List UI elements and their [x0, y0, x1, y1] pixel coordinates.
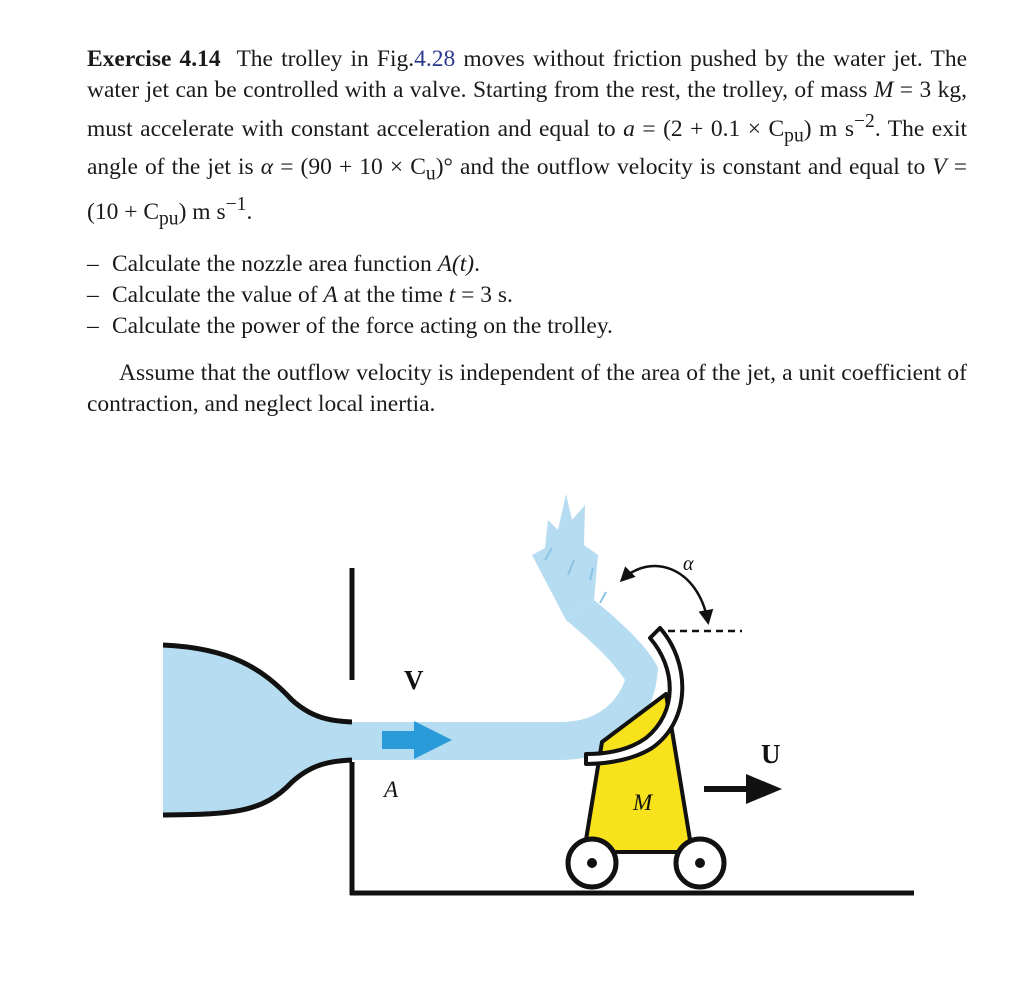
label-alpha: α [683, 553, 694, 575]
velocity-subscript: pu [159, 208, 179, 230]
left-wheel [568, 839, 616, 887]
task-dash: – [87, 312, 99, 339]
label-M: M [633, 790, 653, 815]
figure-reference-link[interactable]: 4.28 [414, 46, 456, 72]
angle-text: . The exit angle of the jet is [87, 115, 967, 180]
task-math: A [323, 281, 338, 308]
velocity-unit: ) m s [178, 199, 226, 226]
angle-subscript: u [425, 163, 436, 185]
angle-value: = (90 + 10 × C [273, 153, 426, 180]
task-after-2: = 3 s. [455, 281, 513, 308]
label-U: U [761, 739, 781, 769]
alpha-arc [622, 566, 708, 622]
intro-after-ref: moves without friction pushed by the water jet. The water jet can be controlled with a valve. Starting from the rest, the trolley, of mass [87, 46, 967, 103]
task-dash: – [87, 281, 99, 308]
task-text: Calculate the nozzle area function [112, 250, 438, 277]
mass-value: = 3 kg, must accelerate with constant acceleration and equal to [87, 77, 967, 142]
velocity-variable: V [932, 153, 947, 180]
task-math-2: t [448, 281, 456, 308]
mass-variable: M [873, 77, 894, 103]
task-text: Calculate the value of [112, 281, 324, 308]
task-math: A(t) [437, 250, 475, 277]
angle-unit: )° and the outflow velocity is constant and equal to [435, 153, 933, 180]
assumption-paragraph: Assume that the outflow velocity is independent of the area of the jet, a unit coefficient of contraction, and neglect local inertia. [87, 359, 967, 417]
accel-unit: ) m s [803, 115, 854, 142]
jet-splash [532, 494, 598, 620]
accel-subscript: pu [784, 125, 804, 147]
velocity-value: = (10 + C [87, 153, 967, 226]
exercise-title: Exercise 4.14 [87, 46, 221, 72]
label-A: A [384, 777, 399, 802]
trolley-velocity-arrow [704, 774, 782, 804]
task-after: at the time [337, 281, 449, 308]
task-text: Calculate the power of the force acting on the trolley. [112, 312, 613, 339]
end-period: . [246, 199, 253, 226]
accel-value: = (2 + 0.1 × C [634, 115, 785, 142]
accel-exponent: −2 [853, 111, 875, 132]
velocity-exponent: −1 [225, 194, 247, 216]
intro-before-ref: The trolley in Fig. [236, 46, 415, 72]
right-wheel [676, 839, 724, 887]
label-V: V [404, 665, 424, 695]
accel-variable: a [623, 115, 635, 142]
task-dash: – [87, 250, 99, 277]
angle-variable: α [260, 153, 274, 180]
task-after: . [474, 250, 480, 277]
